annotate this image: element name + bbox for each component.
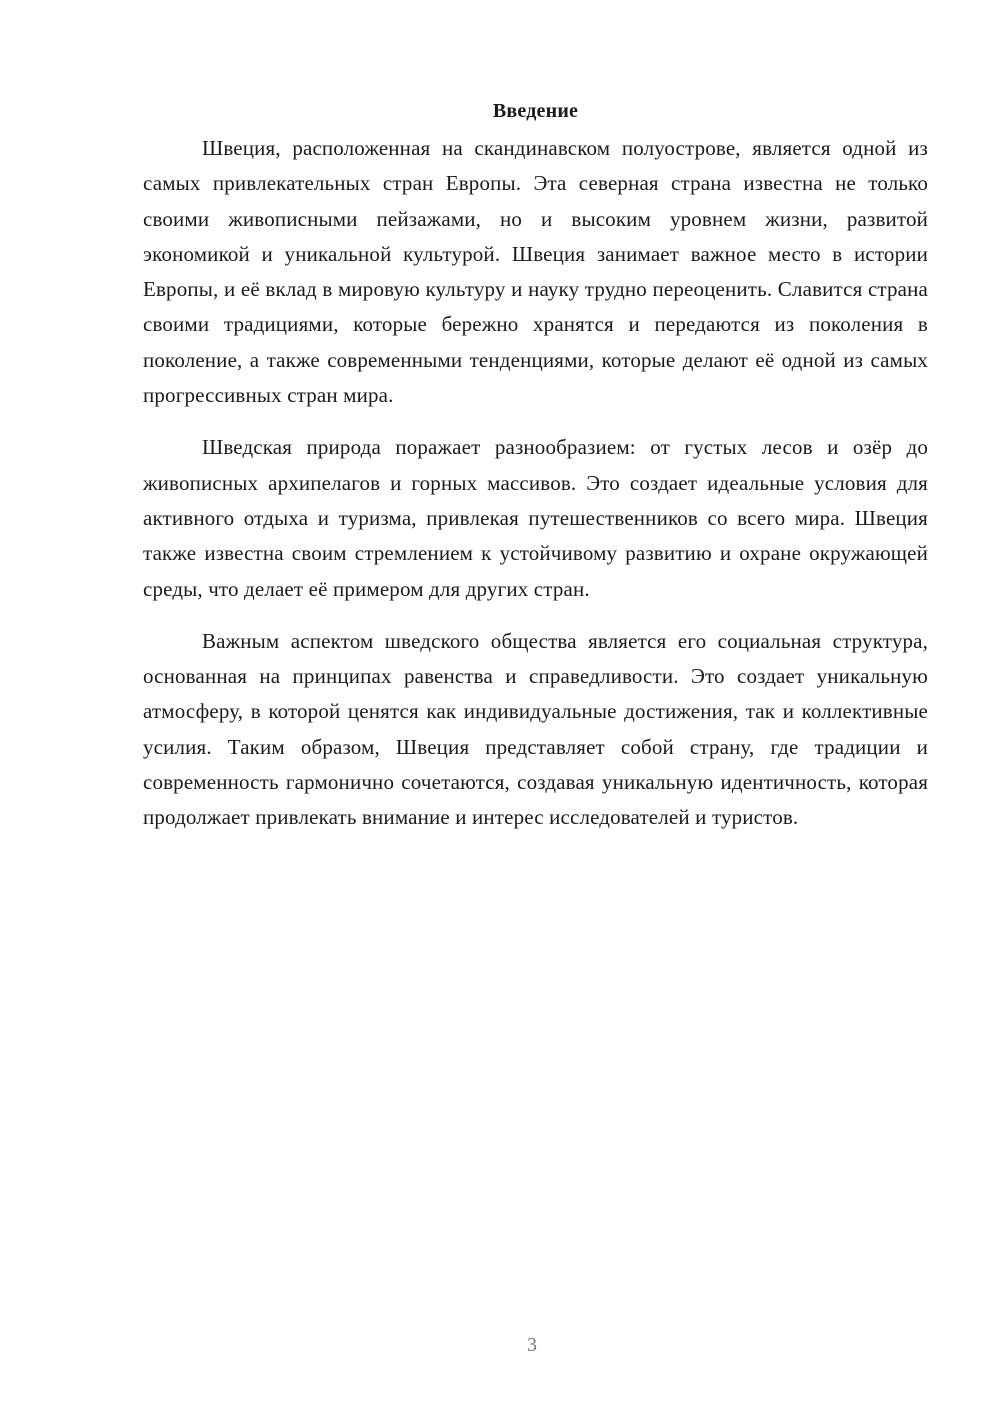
section-title: Введение bbox=[492, 100, 579, 122]
page-content bbox=[143, 93, 928, 853]
paragraph-1: Швеция, расположенная на скандинавском полуострове, является одной из самых привлекательных стран Европы. Эта северная страна известна не только своими живописными пейзажами, но и высоким уровнем жизни, развитой экономикой и уникальной культурой. Швеция занимает важное место в истории Европы, и её вклад в мировую культуру и науку трудно переоценить. Славится страна своими традициями, которые бережно хранятся и передаются из поколения в поколение, а также современными тенденциями, которые делают её одной из самых прогрессивных стран мира. bbox=[143, 136, 928, 408]
page-number: 3 bbox=[527, 1334, 537, 1356]
paragraph-2: Шведская природа поражает разнообразием: от густых лесов и озёр до живописных архипелагов и горных массивов. Это создает идеальные условия для активного отдыха и туризма, привлекая путешественников со всего мира. Швеция также известна своим стремлением к устойчивому развитию и охране окружающей среды, что делает её примером для других стран. bbox=[143, 435, 928, 601]
paragraph-3: Важным аспектом шведского общества является его социальная структура, основанная на принципах равенства и справедливости. Это создает уникальную атмосферу, в которой ценятся как индивидуальные достижения, так и коллективные усилия. Таким образом, Швеция представляет собой страну, где традиции и современность гармонично сочетаются, создавая уникальную идентичность, которая продолжает привлекать внимание и интерес исследователей и туристов. bbox=[143, 628, 928, 830]
